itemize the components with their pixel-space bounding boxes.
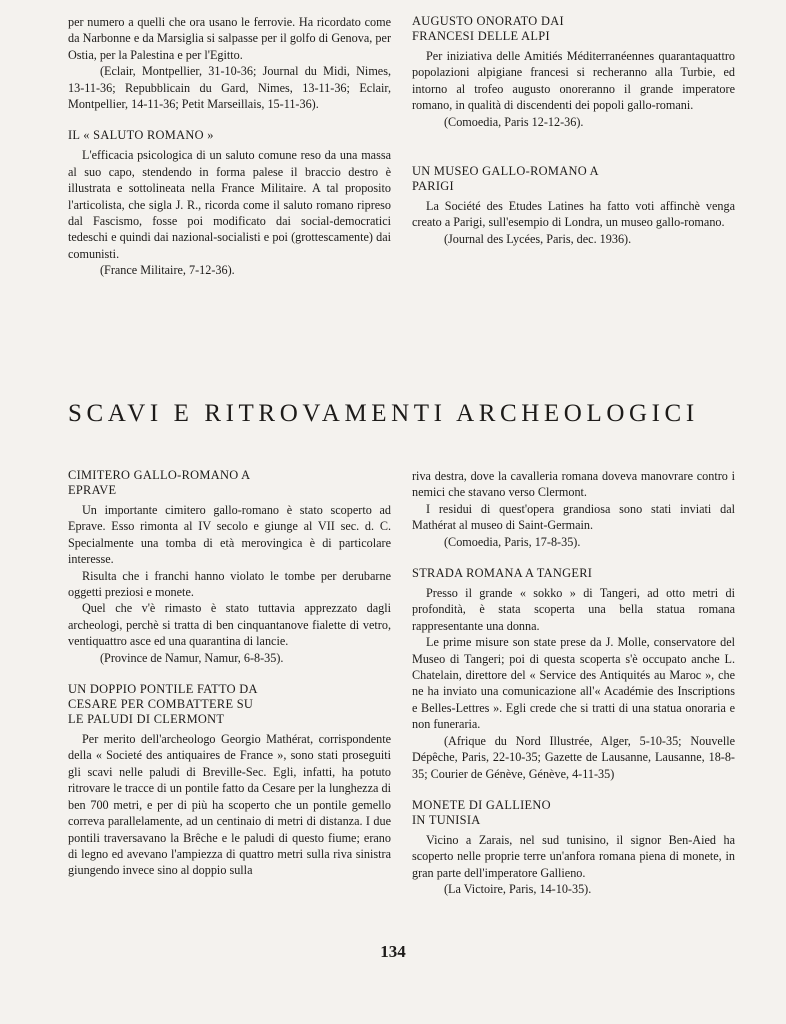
title-line: UN DOPPIO PONTILE FATTO DA	[68, 682, 258, 697]
article-body: La Société des Etudes Latines ha fatto voti affinchè venga creato a Parigi, sull'esempio di Londra, un museo gallo-romano.	[412, 199, 735, 230]
source-citation: (Comoedia, Paris, 17-8-35).	[444, 534, 581, 549]
article-body: Le prime misure son state prese da J. Molle, conservatore del Museo di Tangeri; poi di questa scoperta s'è occupato anche L. Chatelain, direttore del « Service des Antiquités au Maroc », che ne ha inviato una comunicazione all'« Académie des Inscriptions e Belles-Lettres ». Egli crede che si tratti di una statua onoraria e non funeraria.	[412, 635, 735, 732]
article-body: I residui di quest'opera grandiosa sono stati inviati dal Mathérat al museo di Saint-Germain.	[412, 501, 735, 533]
top-left-column	[68, 14, 391, 283]
article-title-cimitero	[68, 468, 391, 498]
article-body: Risulta che i franchi hanno violato le tombe per derubarne oggetti preziosi e monete.	[68, 568, 391, 600]
article-title-museo	[412, 164, 735, 194]
article-body: Un importante cimitero gallo-romano è stato scoperto ad Eprave. Esso rimonta al IV secolo e giunge al VII sec. d. C. Specialmente una tomba di età merovingica è di particolare interesse.	[68, 503, 391, 567]
bottom-left-column	[68, 468, 391, 879]
article-body: Per iniziativa delle Amitiés Méditerranéennes quarantaquattro popolazioni alpigiane francesi si recheranno alla Turbie, ed intorno al trofeo augusto onoreranno il grande imperatore romano, in qualità di discendenti dei popoli gallo-romani.	[412, 49, 735, 113]
page-number: 134	[380, 942, 406, 961]
article-title-strada-romana: STRADA ROMANA A TANGERI	[412, 566, 593, 581]
title-line: MONETE DI GALLIENO	[412, 797, 551, 812]
source-citation: (Province de Namur, Namur, 6-8-35).	[100, 650, 284, 665]
article-title-monete	[412, 798, 735, 828]
article-body: L'efficacia psicologica di un saluto comune reso da una massa al suo capo, stendendo in forma palese il braccio destro è illustrata e sottolineata nella France Militaire. A tal proposito l'articolista, che sigla J. R., ricorda come il saluto romano ripreso dal Fascismo, fosse poi modificato dai social-democratici tedeschi e quindi dai nazional-socialisti e poi (grottescamente) dai comunisti.	[68, 148, 391, 261]
source-citation: (Comoedia, Paris 12-12-36).	[444, 114, 584, 129]
source-citation: (Journal des Lycées, Paris, dec. 1936).	[444, 231, 632, 246]
continued-paragraph: per numero a quelli che ora usano le ferrovie. Ha ricordato come da Narbonne e da Marsiglia si salpasse per il golfo di Genova, per Ostia, per la Palestina e per l'Egitto.	[68, 15, 391, 62]
title-line: CIMITERO GALLO-ROMANO A	[68, 468, 251, 482]
section-heading: SCAVI E RITROVAMENTI ARCHEOLOGICI	[68, 400, 699, 427]
article-title-augusto	[412, 14, 735, 44]
article-title-pontile	[68, 682, 391, 727]
title-line: AUGUSTO ONORATO DAI	[412, 14, 564, 28]
source-citation: (France Militaire, 7-12-36).	[100, 263, 235, 278]
article-body: Quel che v'è rimasto è stato tuttavia apprezzato dagli archeologi, perchè si tratta di ben cinquantanove fialette di vetro, ventiquattro asce ed una quarantina di lancie.	[68, 601, 391, 649]
article-body: Per merito dell'archeologo Georgio Mathérat, corrispondente della « Societé des antiquaires de France », sono stati proseguiti gli scavi nelle paludi di Breville-Sec. Egli, infatti, ha potuto ritrovare le tracce di un pontile fatto da Cesare per la lunghezza di ben 700 metri, e per di più ha scoperto che un pontile gemello correva parallelamente, ad un centinaio di metri di distanza. I due pontili traversavano la Brêche e le paludi di questo fiume; erano di legno ed avevano l'ampiezza di quattro metri sulla riva sinistra giungendo invece sino al doppio sulla	[68, 732, 391, 878]
article-title-saluto-romano: IL « SALUTO ROMANO »	[68, 128, 214, 143]
source-citation: (Eclair, Montpellier, 31-10-36; Journal du Midi, Nimes, 13-11-36; Repubblicain du Gard, Nimes, 13-11-36; Eclair, Montpellier, 14-11-36; Petit Marseillais, 15-11-36).	[68, 64, 391, 112]
title-line: EPRAVE	[68, 483, 117, 497]
title-line: LE PALUDI DI CLERMONT	[68, 712, 225, 727]
source-citation: (Afrique du Nord Illustrée, Alger, 5-10-35; Nouvelle Dépêche, Paris, 22-10-35; Gazette de Lausanne, Lausanne, 18-8-35; Courier de Génève, Génève, 4-11-35)	[412, 733, 735, 781]
title-line: CESARE PER COMBATTERE SU	[68, 697, 254, 712]
title-line: FRANCESI DELLE ALPI	[412, 29, 550, 43]
bottom-right-column	[412, 468, 735, 902]
article-body: Presso il grande « sokko » di Tangeri, ad otto metri di profondità, è stata scoperta una bella statua romana rappresentante una donna.	[412, 586, 735, 633]
top-right-column	[412, 14, 735, 251]
title-line: PARIGI	[412, 179, 454, 194]
continued-paragraph: riva destra, dove la cavalleria romana doveva manovrare contro i nemici che stavano verso Clermont.	[412, 469, 735, 500]
title-line: UN MUSEO GALLO-ROMANO A	[412, 164, 599, 179]
source-citation: (La Victoire, Paris, 14-10-35).	[444, 882, 592, 897]
article-body: Vicino a Zarais, nel sud tunisino, il signor Ben-Aied ha scoperto nelle proprie terre un'anfora romana piena di monete, in gran parte dell'imperatore Gallieno.	[412, 832, 735, 880]
title-line: IN TUNISIA	[412, 812, 481, 827]
